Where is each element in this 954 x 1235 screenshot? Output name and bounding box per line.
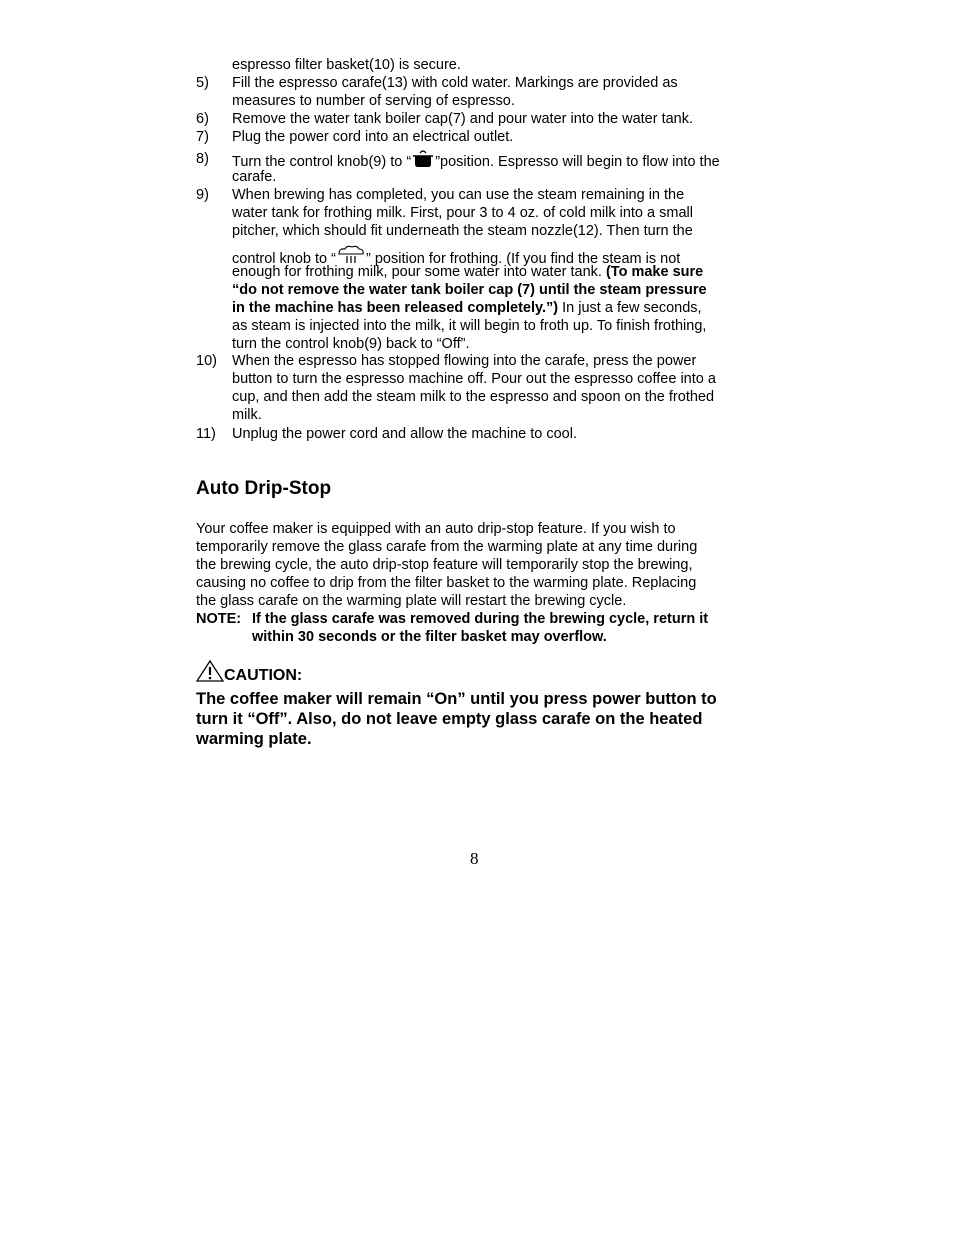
step-text: turn the control knob(9) back to “Off”. [232,336,470,352]
paragraph-line: causing no coffee to drip from the filter basket to the warming plate. Replacing [196,575,697,591]
note-text: If the glass carafe was removed during the brewing cycle, return it [252,611,709,627]
step-text [232,263,703,281]
step-text: pitcher, which should fit underneath the steam nozzle(12). Then turn the [232,223,693,239]
step-text: as steam is injected into the milk, it will begin to froth up. To finish frothing, [232,318,707,334]
caution-label: CAUTION: [224,667,303,684]
step-text: milk. [232,407,262,423]
step-text-part: ” position for frothing. (If you find the steam is not [365,251,681,267]
step-number: 5) [196,75,209,91]
note-label: NOTE: [196,611,242,627]
step-text-part: Turn the control knob(9) to “ [232,154,412,170]
step-text-bold: (To make sure [605,264,704,280]
step-number: 9) [196,187,209,203]
paragraph-line: the brewing cycle, the auto drip-stop feature will temporarily stop the brewing, [196,557,693,573]
step-number: 11) [196,426,216,442]
step-number: 8) [196,151,209,167]
step-text-part: control knob to “ [232,251,336,267]
caution-text: warming plate. [196,730,312,748]
step-text-part: In just a few seconds, [558,300,702,316]
step-4-continuation: espresso filter basket(10) is secure. [232,57,461,73]
paragraph-line: Your coffee maker is equipped with an auto drip-stop feature. If you wish to [196,521,676,537]
step-text: button to turn the espresso machine off. Pour out the espresso coffee into a [232,371,716,387]
step-number: 10) [196,353,217,369]
step-text: When brewing has completed, you can use the steam remaining in the [232,187,685,203]
page-number: 8 [470,849,479,868]
caution-text: turn it “Off”. Also, do not leave empty glass carafe on the heated [196,710,703,728]
warning-triangle-icon [196,660,224,687]
step-text: measures to number of serving of espresso. [232,93,515,109]
step-text: Unplug the power cord and allow the machine to cool. [232,426,577,442]
step-text: Fill the espresso carafe(13) with cold water. Markings are provided as [232,75,678,91]
step-text-part: ”position. Espresso will begin to flow into the [435,154,720,170]
espresso-cup-icon [411,150,435,173]
caution-heading [196,660,302,687]
step-text-part: enough for frothing milk, pour some water into water tank. [232,264,606,280]
step-number: 6) [196,111,209,127]
step-text: water tank for frothing milk. First, pour 3 to 4 oz. of cold milk into a small [232,205,693,221]
section-heading: Auto Drip-Stop [196,478,332,499]
paragraph-line: the glass carafe on the warming plate will restart the brewing cycle. [196,593,627,609]
paragraph-line: temporarily remove the glass carafe from the warming plate at any time during [196,539,698,555]
step-text: cup, and then add the steam milk to the espresso and spoon on the frothed [232,389,715,405]
step-text-bold: in the machine has been released completely.”) [232,300,559,316]
step-text: When the espresso has stopped flowing into the carafe, press the power [232,353,697,369]
step-text-bold: “do not remove the water tank boiler cap (7) until the steam pressure [232,282,707,298]
step-text: Remove the water tank boiler cap(7) and pour water into the water tank. [232,111,694,127]
step-number: 7) [196,129,209,145]
step-text [232,299,702,317]
caution-text: The coffee maker will remain “On” until you press power button to [196,690,717,708]
note-text: within 30 seconds or the filter basket may overflow. [252,629,607,645]
step-text [232,150,756,173]
step-text: Plug the power cord into an electrical outlet. [232,129,514,145]
step-text: carafe. [232,169,277,185]
